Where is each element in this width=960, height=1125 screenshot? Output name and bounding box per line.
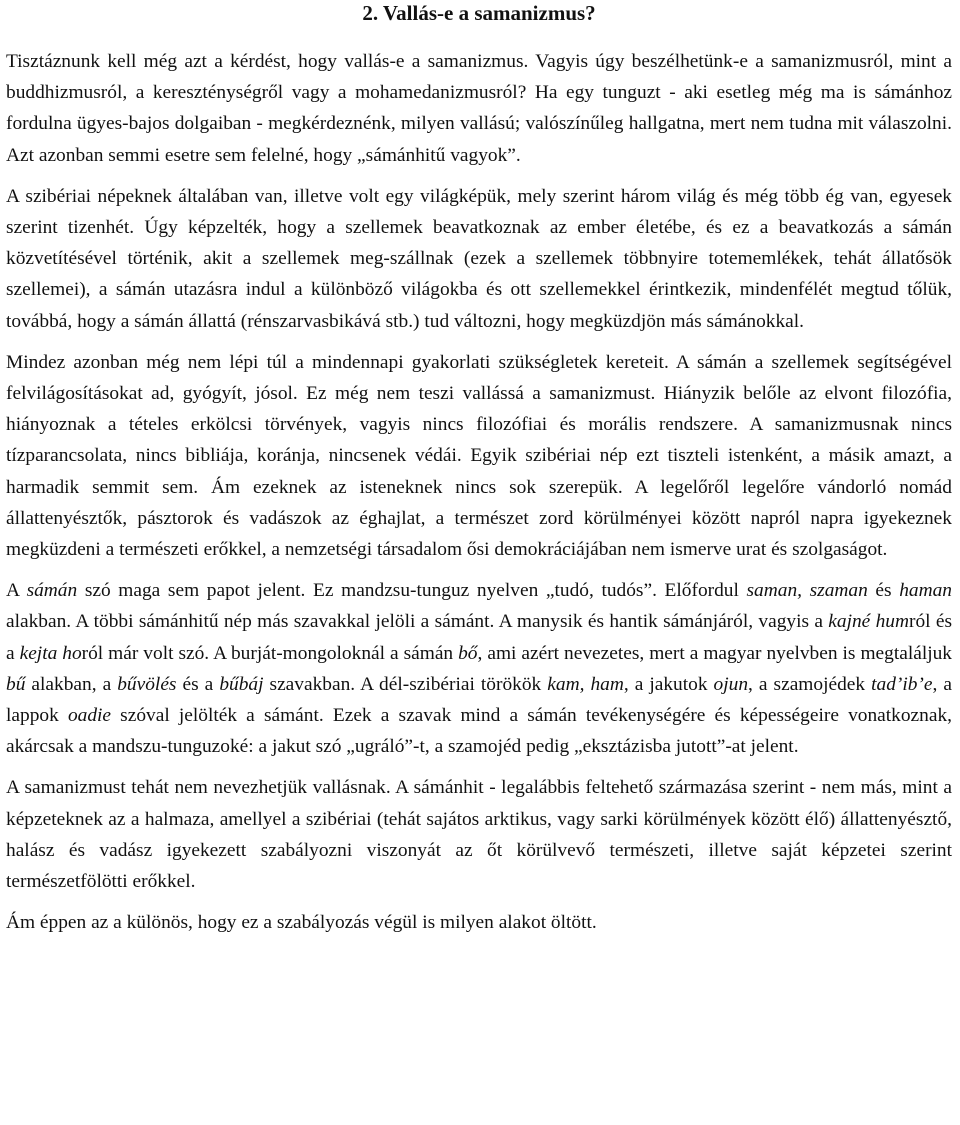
text-run: szóval jelölték a sámánt. Ezek a szavak mind a sámán tevékenységére és képességeire vonatkoznak, akárcsak a mandszu-tunguzoké: a jakut szó „ugráló”-t, a szamojéd pedig „eksztázisba jutott”-at jelent. — [6, 705, 952, 758]
text-run: A samanizmust tehát nem nevezhetjük vallásnak. A sámánhit - legalábbis feltehető származása szerint - nem más, mint a képzeteknek az a halmaza, amellyel a szibériai (tehát sajátos arktikus, vagy sarki körülmények között élő) állattenyésztő, halász és vadász igyekezett szabályozni viszonyát az őt körülvevő természeti, illetve saját képzetei szerint természetfölötti erőkkel. — [6, 777, 952, 893]
italic-term: kejta ho — [19, 642, 82, 664]
paragraph — [6, 907, 952, 938]
section-title: 2. Vallás-e a samanizmus? — [362, 1, 596, 25]
text-run: A szibériai népeknek általában van, illetve volt egy világképük, mely szerint három világ és még több ég van, egyesek szerint tizenhét. Úgy képzelték, hogy a szellemek beavatkoznak az ember életébe, és ez a beavatkozás a sámán közvetítésével történik, akit a szellemek meg-szállnak (ezek a szellemek többnyire totememlékek, tehát állatősök szellemei), a sámán utazásra indul a különböző világokba és ott szellemekkel érintkezik, mindenfélét megtud tőlük, továbbá, hogy a sámán állattá (rénszarvasbikává stb.) tud változni, hogy megküzdjön más sámánokkal. — [6, 185, 952, 332]
paragraph — [6, 46, 952, 171]
italic-term: sámán — [26, 580, 78, 602]
text-run: és a — [176, 673, 220, 695]
italic-term: bű — [6, 673, 26, 695]
paragraph — [6, 347, 952, 565]
text-run: , a jakutok — [623, 673, 714, 695]
text-run: A — [6, 580, 27, 602]
document-body — [6, 46, 952, 938]
text-run: Mindez azonban még nem lépi túl a mindennapi gyakorlati szükségletek kereteit. A sámán a szellemek segítségével felvilágosításokat ad, gyógyít, jósol. Ez még nem teszi vallássá a samanizmust. Hiányzik belőle az elvont filozófia, hiányoznak a tételes erkölcsi törvények, vagyis nincs filozófiai és morális rendszere. A samanizmusnak nincs tízparancsolata, nincs bibliája, koránja, nincsenek védái. Egyik szibériai nép ezt tiszteli istenként, a másik amazt, a harmadik semmit sem. Ám ezeknek az isteneknek nincs sok szerepük. A legelőről legelőre vándorló nomád állattenyésztők, pásztorok és vadászok az éghajlat, a természet zord körülményei között napról napra igyekeznek megküzdeni a természeti erőkkel, a nemzetségi társadalom ősi demokráciájában nem ismerve urat és szolgaságot. — [6, 351, 952, 561]
text-run: , a lappok — [6, 673, 952, 727]
text-run: alakban. A többi sámánhitű nép más szavakkal jelöli a sámánt. A manysik és hantik sámánjáról, vagyis a — [6, 611, 829, 633]
italic-term: oadie — [67, 705, 112, 727]
italic-term: bűvölés — [117, 673, 177, 695]
paragraph — [6, 772, 952, 897]
text-run: ról és a — [6, 611, 952, 664]
text-run: , a szamojédek — [748, 673, 872, 695]
italic-term: bő — [458, 642, 478, 664]
text-run: Ám éppen az a különös, hogy ez a szabályozás végül is milyen alakot öltött. — [6, 912, 597, 934]
italic-term: bűbáj — [219, 673, 264, 695]
italic-term: kam, ham — [547, 673, 624, 695]
italic-term: ojun — [713, 673, 749, 695]
text-run: szó maga sem papot jelent. Ez mandzsu-tunguz nyelven „tudó, tudós”. Előfordul — [77, 580, 747, 602]
text-run: és — [867, 580, 900, 602]
text-run: , ami azért nevezetes, mert a magyar nyelvben is megtaláljuk — [477, 642, 952, 664]
italic-term: tad’ib’e — [871, 673, 933, 695]
italic-term: haman — [899, 580, 952, 602]
paragraph — [6, 575, 952, 762]
text-run: Tisztáznunk kell még azt a kérdést, hogy vallás-e a samanizmus. Vagyis úgy beszélhetünk-e a samanizmusról, mint a buddhizmusról, a kereszténységről vagy a mohamedanizmusról? Ha egy tunguzt - aki esetleg még ma is sámánhoz fordulna ügyes-bajos dolgaiban - megkérdeznénk, milyen vallású; valószínűleg hallgatna, mert nem tudna mit válaszolni. Azt azonban semmi esetre sem felelné, hogy „sámánhitű vagyok”. — [6, 51, 952, 166]
paragraph — [6, 181, 952, 337]
text-run: szavakban. A dél-szibériai törökök — [263, 673, 548, 695]
title-spacer — [6, 30, 952, 46]
text-run: alakban, a — [25, 673, 118, 695]
text-run: ról már volt szó. A burját-mongoloknál a sámán — [81, 642, 459, 664]
italic-term: saman, szaman — [746, 580, 868, 602]
italic-term: kajné hum — [828, 611, 909, 633]
